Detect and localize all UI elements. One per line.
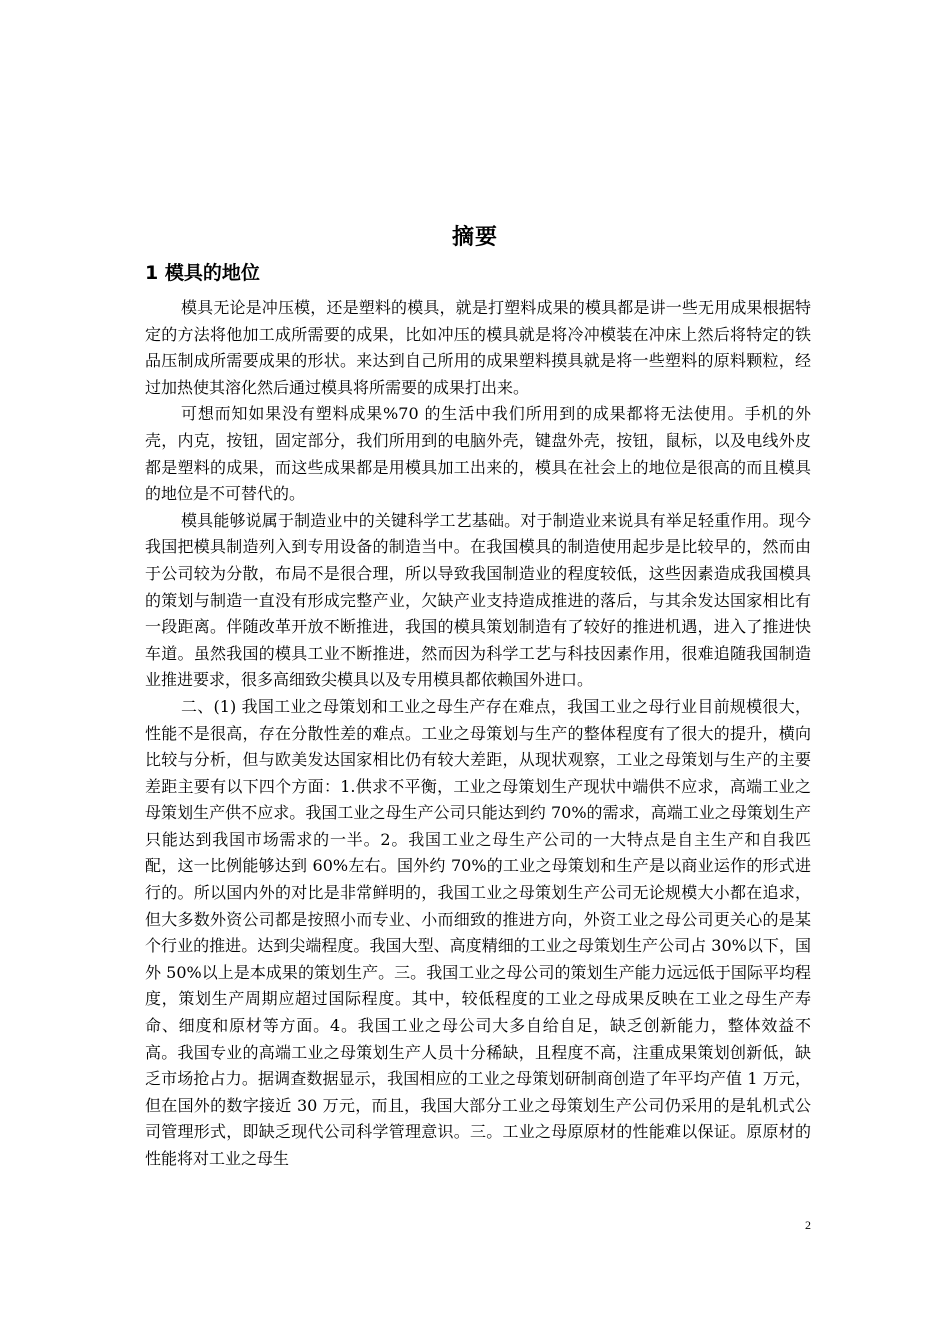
- paragraph-2: 可想而知如果没有塑料成果%70 的生活中我们所用到的成果都将无法使用。手机的外壳，内克，按钮，固定部分，我们所用到的电脑外壳，键盘外壳，按钮，鼠标，以及电线外皮都是塑料的成果，而这些成果都是用模具加工出来的，模具在社会上的地位是很高的而且模具的地位是不可替代的。: [145, 404, 811, 504]
- paragraph-1: 模具无论是冲压模，还是塑料的模具，就是打塑料成果的模具都是讲一些无用成果根据特定的方法将他加工成所需要的成果，比如冲压的模具就是将冷冲模装在冲床上然后将特定的铁品压制成所需要成果的形状。来达到自己所用的成果塑料摸具就是将一些塑料的原料颗粒，经过加热使其溶化然后通过模具将所需要的成果打出来。: [145, 298, 811, 397]
- section-heading: 1 模具的地位: [145, 262, 260, 284]
- page-number: 2: [805, 1218, 811, 1232]
- paragraph-3: 模具能够说属于制造业中的关键科学工艺基础。对于制造业来说具有举足轻重作用。现今我国把模具制造列入到专用设备的制造当中。在我国模具的制造使用起步是比较早的，然而由于公司较为分散，布局不是很合理，所以导致我国制造业的程度较低，这些因素造成我国模具的策划与制造一直没有形成完整产业，欠缺产业支持造成推进的落后，与其余发达国家相比有一段距离。伴随改革开放不断推进，我国的模具策划制造有了较好的推进机遇，进入了推进快车道。虽然我国的模具工业不断推进，然而因为科学工艺与科技因素作用，很难追随我国制造业推进要求，很多高细致尖模具以及专用模具都依赖国外进口。: [145, 510, 811, 690]
- page-title: 摘要: [451, 225, 498, 250]
- paragraph-4: 二、(1) 我国工业之母策划和工业之母生产存在难点，我国工业之母行业目前规模很大，性能不是很高，存在分散性差的难点。工业之母策划与生产的整体程度有了很大的提升，横向比较与分析，但与欧美发达国家相比仍有较大差距，从现状观察，工业之母策划与生产的主要差距主要有以下四个方面：1.供求不平衡，工业之母策划生产现状中端供不应求，高端工业之母策划生产供不应求。我国工业之母生产公司只能达到约 70%的需求，高端工业之母策划生产只能达到我国市场需求的一半。2。我国工业之母生产公司的一大特点是自主生产和自我匹配，这一比例能够达到 60%左右。国外约 70%的工业之母策划和生产是以商业运作的形式进行的。所以国内外的对比是非常鲜明的，我国工业之母策划生产公司无论规模大小都在追求，但大多数外资公司都是按照小而专业、小而细致的推进方向，外资工业之母公司更关心的是某个行业的推进。达到尖端程度。我国大型、高度精细的工业之母策划生产公司占 30%以下，国外 50%以上是本成果的策划生产。三。我国工业之母公司的策划生产能力远远低于国际平均程度，策划生产周期应超过国际程度。其中，较低程度的工业之母成果反映在工业之母生产寿命、细度和原材等方面。4。我国工业之母公司大多自给自足，缺乏创新能力，整体效益不高。我国专业的高端工业之母策划生产人员十分稀缺，且程度不高，注重成果策划创新低，缺乏市场抢占力。据调查数据显示，我国相应的工业之母策划研制商创造了年平均产值 1 万元，但在国外的数字接近 30 万元，而且，我国大部分工业之母策划生产公司仍采用的是轧机式公司管理形式，即缺乏现代公司科学管理意识。三。工业之母原原材的性能难以保证。原原材的性能将对工业之母生: [145, 696, 811, 1168]
- body-text: [145, 295, 811, 1173]
